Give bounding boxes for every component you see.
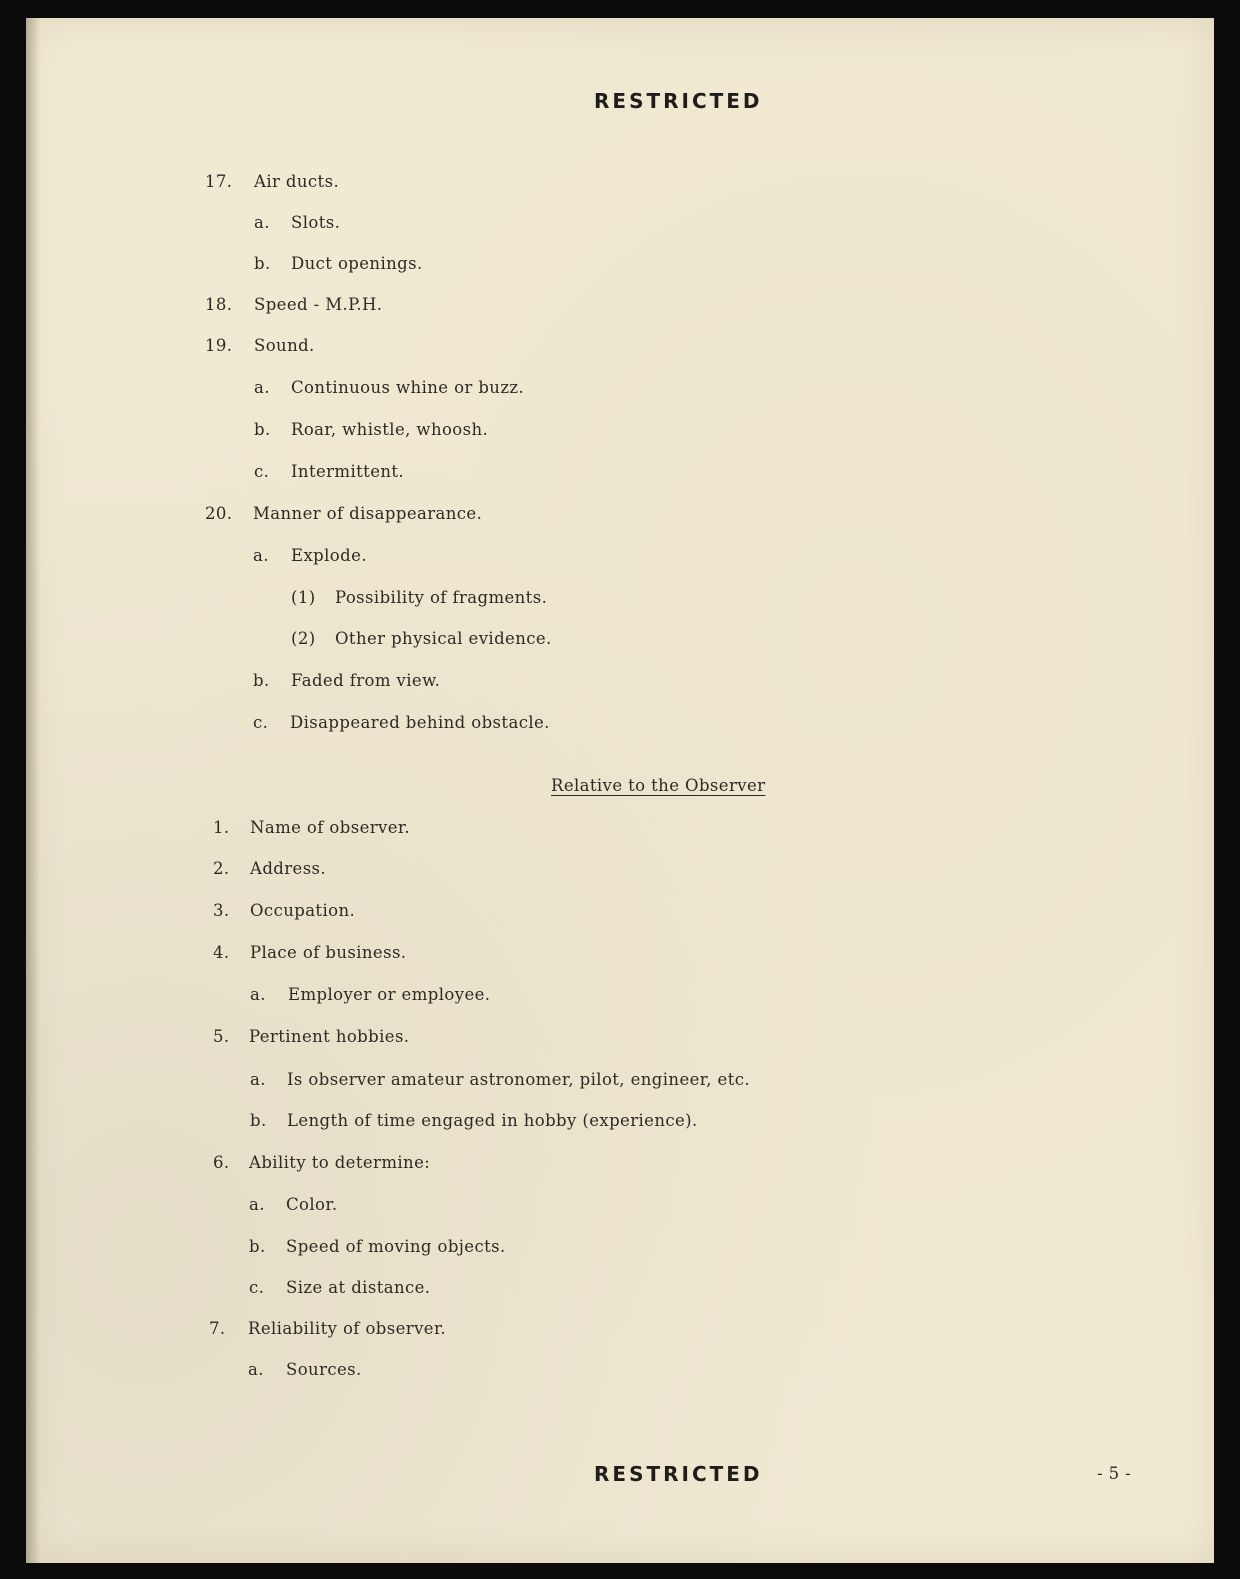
item-text: Air ducts.	[254, 172, 340, 191]
item-text: Address.	[250, 859, 327, 878]
subitem-letter: c.	[254, 462, 270, 481]
subitem-text: Intermittent.	[291, 462, 405, 481]
subitem-text: Roar, whistle, whoosh.	[291, 420, 489, 439]
item-text: Pertinent hobbies.	[249, 1027, 410, 1046]
item-number: 1.	[213, 818, 230, 837]
subitem-text: Employer or employee.	[288, 985, 491, 1004]
paper-edge-shadow	[26, 18, 40, 1563]
item-number: 5.	[213, 1027, 230, 1046]
subitem-text: Sources.	[286, 1360, 362, 1379]
subitem-letter: b.	[249, 1237, 266, 1256]
item-number: 3.	[213, 901, 230, 920]
subitem-letter: a.	[254, 378, 270, 397]
subitem-text: Size at distance.	[286, 1278, 431, 1297]
item-text: Ability to determine:	[249, 1153, 431, 1172]
subsubitem-number: (2)	[291, 629, 316, 648]
footer-classification-marking: RESTRICTED	[594, 1462, 763, 1486]
page-number: - 5 -	[1097, 1464, 1132, 1483]
item-number: 4.	[213, 943, 230, 962]
item-number: 20.	[205, 504, 233, 523]
subitem-letter: a.	[249, 1195, 265, 1214]
subitem-text: Continuous whine or buzz.	[291, 378, 525, 397]
subitem-text: Color.	[286, 1195, 338, 1214]
subitem-text: Disappeared behind obstacle.	[290, 713, 550, 732]
subitem-letter: b.	[250, 1111, 267, 1130]
section-heading: Relative to the Observer	[551, 776, 766, 795]
subitem-letter: a.	[250, 985, 266, 1004]
item-text: Reliability of observer.	[248, 1319, 447, 1338]
subitem-letter: b.	[254, 254, 271, 273]
item-text: Place of business.	[250, 943, 407, 962]
item-number: 7.	[209, 1319, 226, 1338]
subsubitem-number: (1)	[291, 588, 316, 607]
item-number: 19.	[205, 336, 233, 355]
subitem-text: Length of time engaged in hobby (experience).	[287, 1111, 698, 1130]
subsubitem-text: Possibility of fragments.	[335, 588, 548, 607]
subitem-letter: b.	[253, 671, 270, 690]
subitem-text: Duct openings.	[291, 254, 423, 273]
subitem-letter: a.	[248, 1360, 264, 1379]
item-text: Name of observer.	[250, 818, 411, 837]
subitem-text: Explode.	[291, 546, 367, 565]
item-text: Speed - M.P.H.	[254, 295, 383, 314]
item-text: Occupation.	[250, 901, 356, 920]
subitem-text: Faded from view.	[291, 671, 441, 690]
subsubitem-text: Other physical evidence.	[335, 629, 552, 648]
item-text: Sound.	[254, 336, 315, 355]
subitem-letter: c.	[249, 1278, 265, 1297]
subitem-text: Is observer amateur astronomer, pilot, engineer, etc.	[287, 1070, 751, 1089]
item-text: Manner of disappearance.	[253, 504, 483, 523]
subitem-letter: a.	[250, 1070, 266, 1089]
item-number: 6.	[213, 1153, 230, 1172]
item-number: 17.	[205, 172, 233, 191]
item-number: 18.	[205, 295, 233, 314]
subitem-text: Speed of moving objects.	[286, 1237, 506, 1256]
subitem-letter: a.	[253, 546, 269, 565]
header-classification-marking: RESTRICTED	[594, 89, 763, 113]
item-number: 2.	[213, 859, 230, 878]
subitem-letter: b.	[254, 420, 271, 439]
subitem-letter: a.	[254, 213, 270, 232]
subitem-text: Slots.	[291, 213, 341, 232]
subitem-letter: c.	[253, 713, 269, 732]
